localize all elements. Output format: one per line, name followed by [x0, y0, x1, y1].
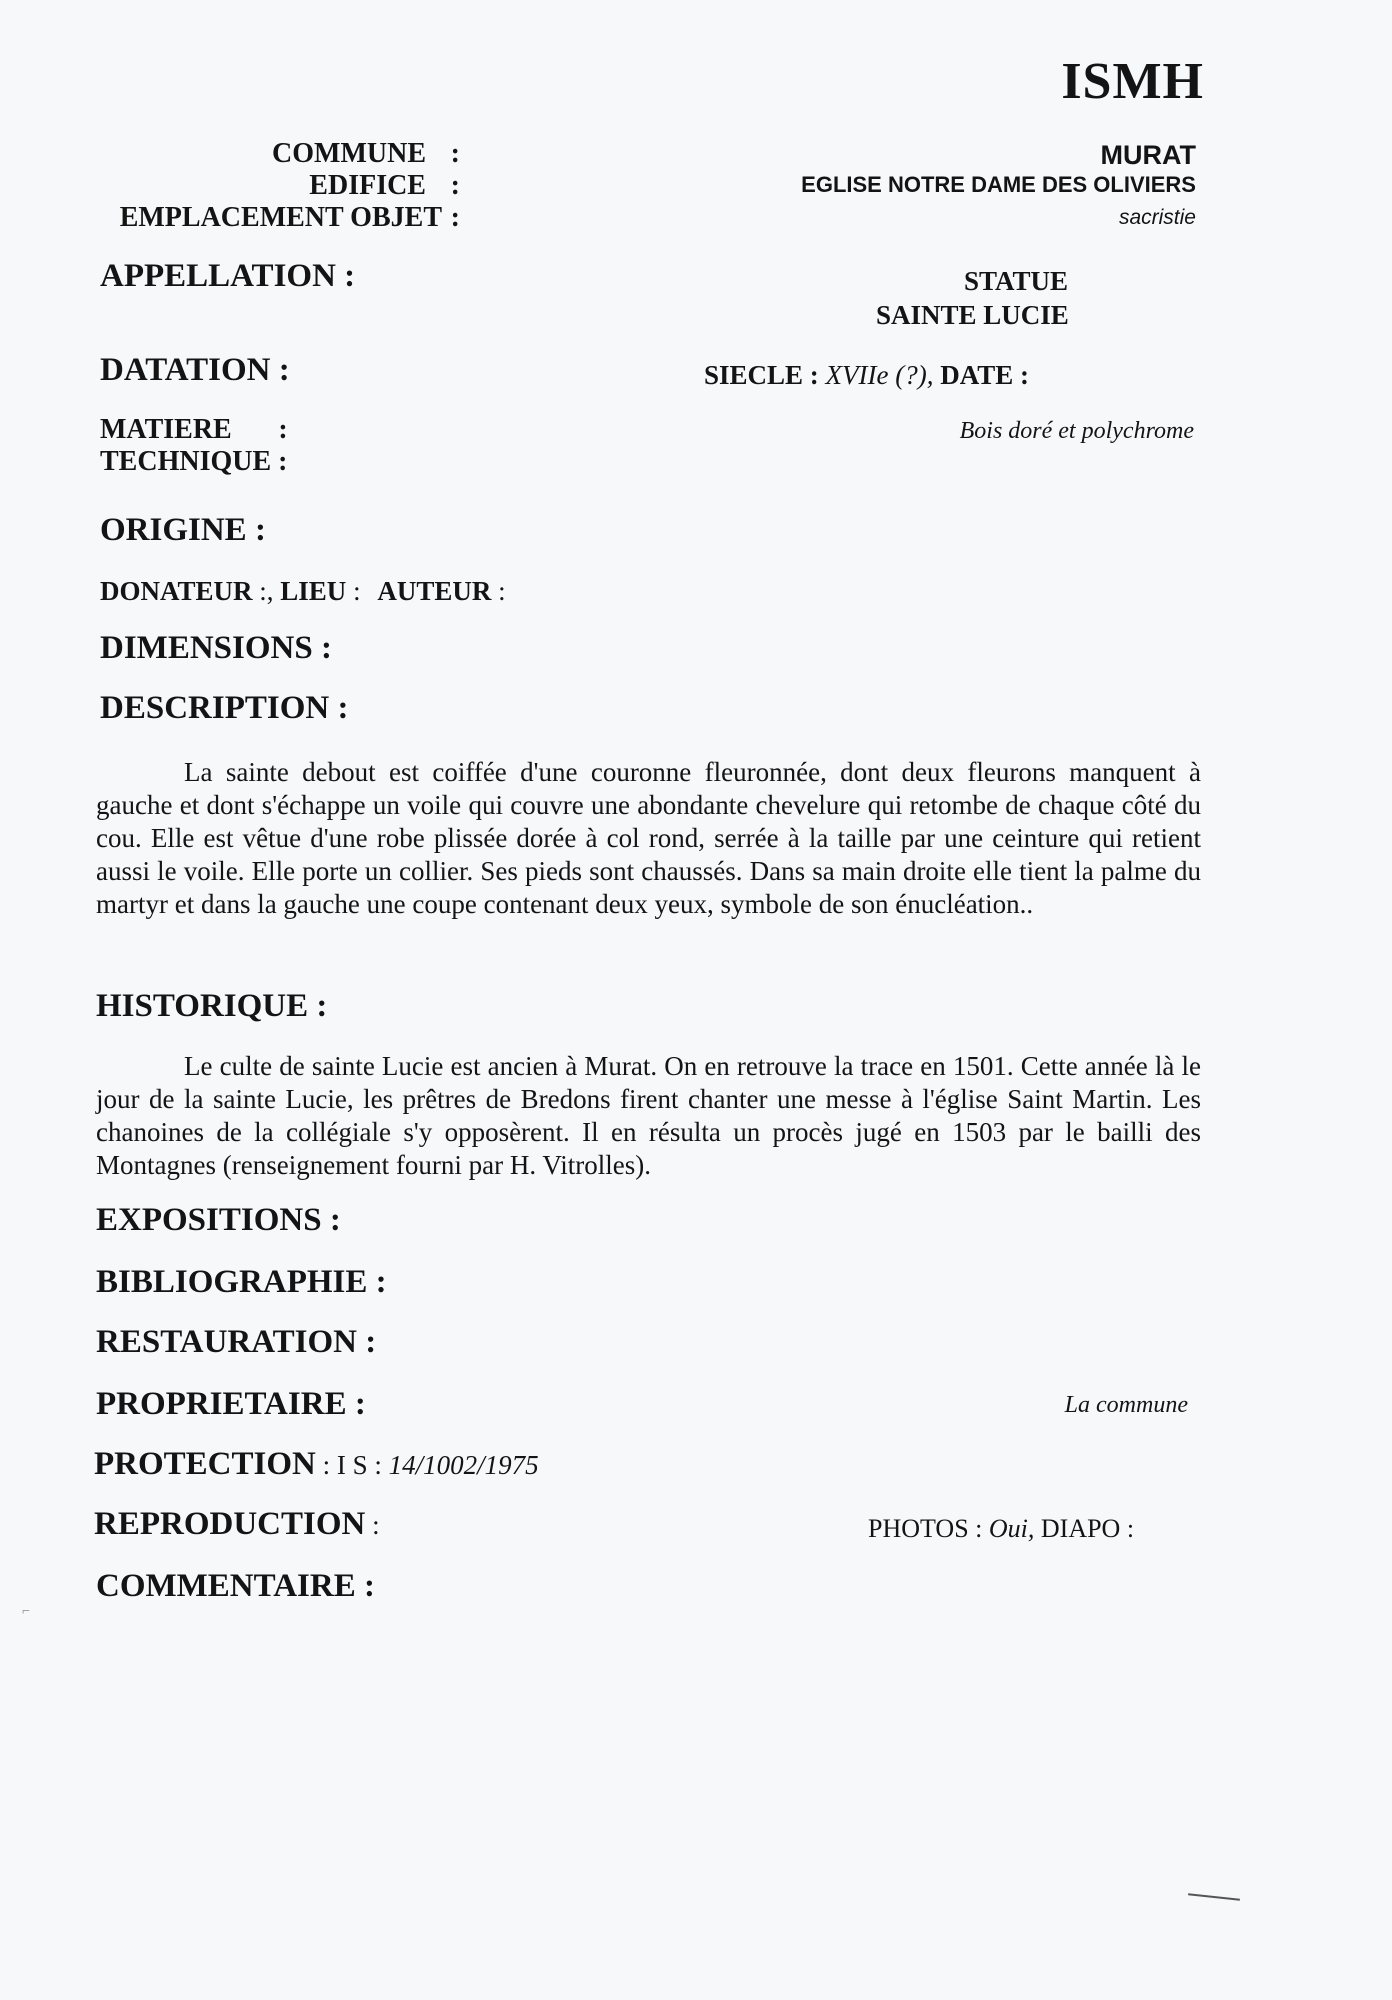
scan-mark-dash: [1188, 1893, 1240, 1900]
siecle-value: XVIIe (?),: [825, 360, 934, 390]
date-label: DATE :: [940, 360, 1029, 390]
siecle-line: [704, 360, 1029, 391]
photos-label: PHOTOS :: [868, 1514, 983, 1543]
matiere-label: MATIERE :: [100, 414, 288, 445]
datation-label: DATATION :: [100, 352, 290, 388]
commentaire-label: COMMENTAIRE :: [96, 1568, 375, 1604]
proprietaire-value: La commune: [1064, 1392, 1188, 1418]
siecle-label: SIECLE :: [704, 360, 819, 390]
expositions-label: EXPOSITIONS :: [96, 1202, 341, 1238]
restauration-label: RESTAURATION :: [96, 1324, 377, 1360]
proprietaire-label: PROPRIETAIRE :: [96, 1386, 366, 1422]
emplacement-label: EMPLACEMENT OBJET :: [119, 202, 460, 233]
dimensions-label: DIMENSIONS :: [100, 630, 332, 666]
photos-line: [868, 1514, 1134, 1544]
lieu-label: LIEU: [280, 576, 347, 606]
auteur-label: AUTEUR: [377, 576, 492, 606]
scan-mark: ⌐: [22, 1604, 30, 1619]
reproduction-line: [94, 1506, 380, 1543]
protection-label: PROTECTION: [94, 1446, 316, 1482]
lieu-sep: :: [353, 576, 361, 606]
reproduction-sep: :: [372, 1510, 380, 1540]
ismh-code: ISMH: [1061, 53, 1204, 110]
bibliographie-label: BIBLIOGRAPHIE :: [96, 1264, 387, 1300]
appellation-label: APPELLATION :: [100, 258, 356, 294]
description-label: DESCRIPTION :: [100, 690, 349, 726]
appellation-line2: SAINTE LUCIE: [876, 300, 1069, 330]
protection-value: 14/1002/1975: [388, 1450, 539, 1480]
origine-label: ORIGINE :: [100, 512, 266, 548]
edifice-value: EGLISE NOTRE DAME DES OLIVIERS: [801, 172, 1196, 197]
protection-line: [94, 1446, 539, 1483]
emplacement-value: sacristie: [1118, 206, 1196, 229]
donateur-label: DONATEUR: [100, 576, 253, 606]
matiere-value: Bois doré et polychrome: [959, 418, 1194, 444]
auteur-sep: :: [498, 576, 506, 606]
historique-text: Le culte de sainte Lucie est ancien à Murat. On en retrouve la trace en 1501. Cette année là le jour de la sainte Lucie, les prêtres de Bredons firent chanter une messe à l'église Saint Martin. Les chanoines de la collégiale s'y opposèrent. Il en résulta un procès jugé en 1503 par le bailli des Montagnes (renseignement fourni par H. Vitrolles).: [96, 1051, 1201, 1180]
donateur-sep: :,: [259, 576, 274, 606]
edifice-label: EDIFICE :: [309, 170, 460, 201]
protection-sep: : I S :: [322, 1450, 382, 1480]
origine-line: [100, 576, 506, 607]
historique-label: HISTORIQUE :: [96, 988, 328, 1024]
commune-value: MURAT: [1100, 140, 1196, 170]
photos-value: Oui,: [988, 1514, 1035, 1543]
diapo-label: DIAPO :: [1040, 1514, 1135, 1543]
technique-label: TECHNIQUE :: [100, 446, 288, 477]
commune-label: COMMUNE :: [272, 138, 460, 169]
description-text: La sainte debout est coiffée d'une couronne fleuronnée, dont deux fleurons manquent à gauche et dont s'échappe un voile qui couvre une abondante chevelure qui retombe de chaque côté du cou. Elle est vêtue d'une robe plissée dorée à col rond, serrée à la taille par une ceinture qui retient aussi le voile. Elle porte un collier. Ses pieds sont chaussés. Dans sa main droite elle tient la palme du martyr et dans la gauche une coupe contenant deux yeux, symbole de son énucléation..: [96, 757, 1201, 919]
appellation-line1: STATUE: [964, 266, 1069, 296]
reproduction-label: REPRODUCTION: [94, 1506, 366, 1542]
